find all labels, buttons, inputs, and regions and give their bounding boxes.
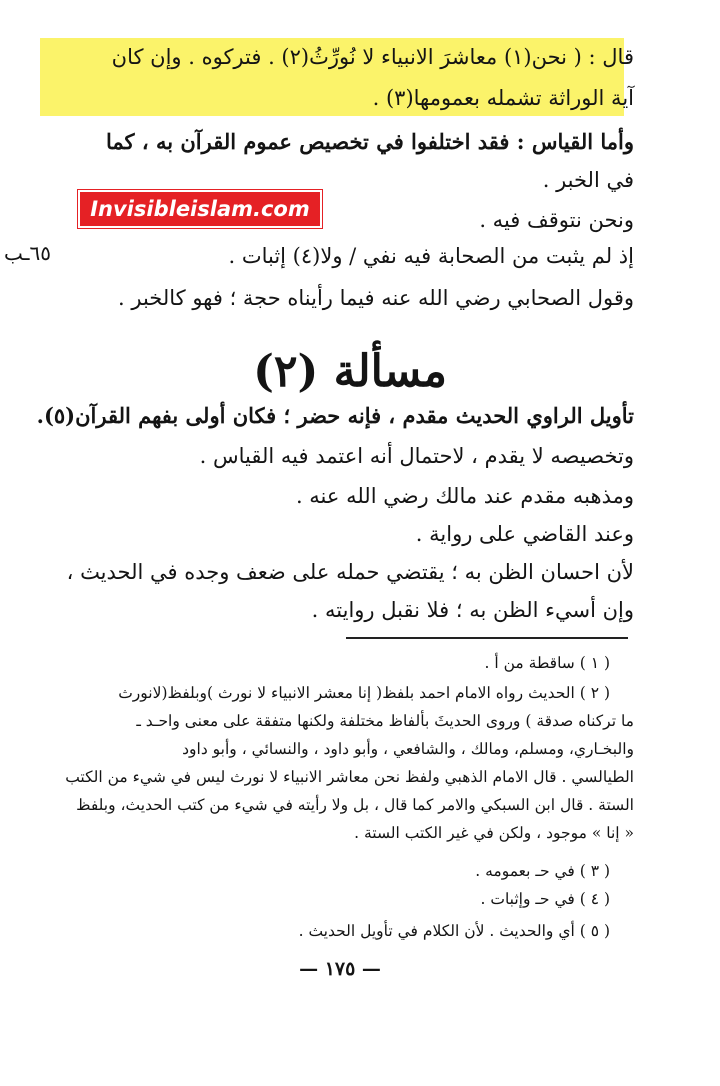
page-number: — ١٧٥ —: [299, 958, 381, 980]
text-line: وأما القياس : فقد اختلفوا في تخصيص عموم القرآن به ، كما: [106, 129, 634, 154]
section-heading: مسألة (٢): [253, 346, 447, 397]
footnote: ما تركناه صدقة ) وروى الحديثَ بألفاظ مختلفة ولكنها متفقة على معنى واحـد ـ: [136, 712, 634, 730]
footnote: الطيالسي . قال الامام الذهبي ولفظ نحن معاشر الانبياء لا نورث ليس في شيء من الكتب: [65, 768, 634, 786]
footnote: والبخـاري، ومسلم، ومالك ، والشافعي ، وأبو داود ، والنسائي ، وأبو داود: [182, 740, 634, 758]
text-line: لأن احسان الظن به ؛ يقتضي حمله على ضعف وجده في الحديث ،: [66, 560, 634, 584]
footnote-separator: [346, 637, 628, 639]
text-line: في الخبر .: [542, 168, 634, 192]
footnote: ( ٣ ) في حـ بعمومه .: [475, 862, 610, 880]
margin-note: ٦٥ـب: [4, 241, 51, 265]
watermark-logo: Invisibleislam.com: [78, 190, 322, 228]
footnote: « إنا » موجود ، ولكن في غير الكتب الستة .: [354, 824, 634, 842]
text-line: ومذهبه مقدم عند مالك رضي الله عنه .: [295, 484, 634, 508]
footnote: ( ١ ) ساقطة من أ .: [484, 654, 610, 672]
text-line: وإن أسيء الظن به ؛ فلا نقبل روايته .: [311, 598, 634, 622]
text-line: تأويل الراوي الحديث مقدم ، فإنه حضر ؛ فكان أولى بفهم القرآن(٥).: [36, 403, 634, 428]
text-line: وتخصيصه لا يقدم ، لاحتمال أنه اعتمد فيه القياس .: [199, 444, 634, 468]
footnote: الستة . قال ابن السبكي والامر كما قال ، بل ولا رأيته في شيء من كتب الحديث، وبلفظ: [76, 796, 634, 814]
footnote: ( ٢ ) الحديث رواه الامام احمد بلفظ( إنا معشر الانبياء لا نورث )وبلفظ(لانورث: [118, 684, 610, 702]
text-line: آية الوراثة تشمله بعمومها(٣) .: [372, 86, 634, 110]
text-line: قال : ( نحن(١) معاشرَ الانبياء لا نُورِّثُ(٢) . فتركوه . وإن كان: [111, 45, 634, 69]
text-line: وقول الصحابي رضي الله عنه فيما رأيناه حجة ؛ فهو كالخبر .: [118, 286, 634, 310]
text-line: وعند القاضي على رواية .: [415, 522, 634, 546]
footnote: ( ٤ ) في حـ وإثبات .: [480, 890, 610, 908]
text-line: إذ لم يثبت من الصحابة فيه نفي / ولا(٤) إثبات .: [228, 244, 634, 268]
text-line: ونحن نتوقف فيه .: [479, 208, 634, 232]
footnote: ( ٥ ) أي والحديث . لأن الكلام في تأويل الحديث .: [298, 922, 610, 940]
